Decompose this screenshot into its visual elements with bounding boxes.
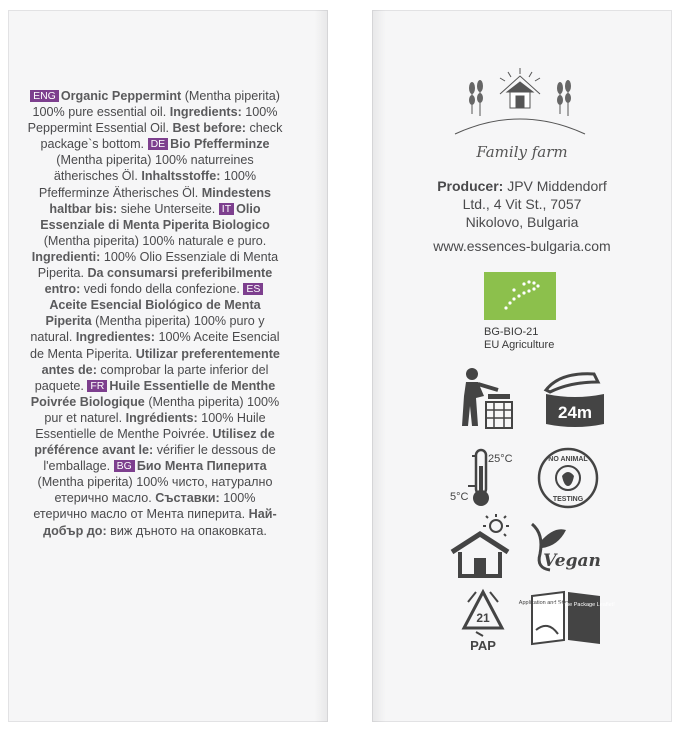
leaflet-left-label: Application and Storage	[518, 600, 578, 606]
language-tag-eng: ENG	[30, 90, 59, 102]
language-tag-fr: FR	[87, 380, 107, 392]
label-text-run: 100% Pfefferminze Ätherisches Öl.	[38, 169, 257, 200]
language-tag-bg: BG	[114, 460, 135, 472]
leaflet-right-label: See the Package Leaflet!	[553, 602, 615, 608]
label-bold-text: Huile Essentielle de Menthe Poivrée Biologique	[30, 378, 276, 409]
label-bold-text: Най-добър до:	[43, 507, 277, 538]
no-animal-bottom-label: TESTING	[552, 496, 584, 503]
address-line-1: Ltd., 4 Vit St., 7057	[462, 196, 582, 212]
label-text-run: (Mentha piperita) 100% naturreines ätherisches Öl.	[53, 153, 254, 184]
label-bold-text: Ingredienti:	[31, 249, 101, 264]
label-bold-text: Bio Pfefferminze	[170, 137, 270, 152]
website-url: www.essences-bulgaria.com	[433, 238, 611, 254]
eu-bio-code	[484, 326, 554, 352]
temperature-range-icon	[448, 446, 516, 510]
label-text-run: 100% Aceite Esencial de Menta Piperita.	[30, 330, 280, 361]
see-leaflet-icon	[518, 590, 615, 648]
label-bold-text: Aceite Esencial Biológico de Menta Piperita	[45, 298, 261, 329]
pao-label: 24m	[557, 403, 593, 422]
producer-name: JPV Middendorf	[507, 178, 607, 194]
producer-info	[372, 177, 672, 231]
language-tag-de: DE	[148, 138, 169, 150]
label-bold-text: Utilisez de préférence avant le:	[34, 426, 275, 458]
label-text-run: (Mentha piperita) 100% чисто, натурално етерично масло.	[37, 475, 273, 506]
brand-name: Family farm	[476, 143, 568, 161]
bio-code-number: BG-BIO-21	[484, 326, 539, 338]
store-away-from-sun-icon	[450, 514, 516, 578]
label-text-run: 100% Huile Essentielle de Menthe Poivrée.	[35, 410, 266, 441]
tidy-man-disposal-icon	[458, 366, 520, 432]
vegan-icon	[526, 520, 602, 576]
label-bold-text: Utilizar preferentemente antes de:	[41, 346, 280, 377]
label-text-run: siehe Unterseite.	[117, 201, 219, 216]
temp-min-label: 5°C	[450, 491, 469, 503]
period-after-opening-icon	[540, 368, 610, 430]
label-bold-text: Ingrédients:	[125, 410, 198, 425]
no-animal-top-label: NO ANIMAL	[548, 456, 588, 463]
temp-max-label: 25°C	[488, 453, 513, 465]
no-animal-testing-icon	[536, 446, 600, 510]
bio-code-text: EU Agriculture	[484, 339, 555, 351]
eu-organic-leaf-icon	[484, 272, 556, 320]
label-text-run: (Mentha piperita) 100% naturale e puro.	[43, 233, 267, 248]
recycle-text-label: PAP	[470, 638, 496, 653]
label-text-run: check package`s bottom.	[40, 121, 283, 152]
multilingual-label-text	[26, 88, 284, 539]
label-bold-text: Inhaltsstoffe:	[141, 169, 221, 184]
label-text-run: виж дъното на опаковката.	[106, 523, 267, 538]
label-text-run: (Mentha piperita) 100% puro y natural.	[30, 314, 265, 345]
label-bold-text: Best before:	[172, 121, 246, 136]
label-bold-text: Da consumarsi preferibilmente entro:	[44, 266, 273, 297]
label-text-run: (Mentha piperita) 100% pure essential oil.	[32, 89, 280, 120]
producer-label: Producer:	[437, 178, 504, 194]
label-bold-text: Ingredients:	[169, 105, 242, 120]
label-bold-text: Ingredientes:	[75, 330, 155, 345]
label-text-run: 100% Peppermint Essential Oil.	[27, 105, 278, 136]
address-line-2: Nikolovo, Bulgaria	[465, 214, 579, 230]
label-text-run: (Mentha piperita) 100% pur et naturel.	[44, 394, 280, 425]
label-text-run: 100% етерично масло от Мента пиперита.	[33, 491, 256, 522]
recycling-pap-icon	[456, 588, 510, 654]
vegan-label: Vegan	[543, 551, 601, 571]
label-bold-text: Био Мента Пиперита	[136, 459, 267, 474]
language-tag-it: IT	[219, 203, 234, 215]
label-bold-text: Olio Essenziale di Menta Piperita Biologico	[40, 201, 270, 232]
label-bold-text: Organic Peppermint	[60, 89, 182, 103]
label-text-run: comprobar la parte inferior del paquete.	[34, 362, 269, 393]
label-bold-text: Mindestens haltbar bis:	[49, 185, 272, 216]
label-bold-text: Съставки:	[155, 491, 220, 506]
language-tag-es: ES	[243, 283, 263, 295]
label-text-run: vedi fondo della confezione.	[80, 282, 244, 297]
recycle-code-label: 21	[476, 611, 490, 625]
label-text-run: 100% Olio Essenziale di Menta Piperita.	[37, 249, 279, 281]
label-text-run: vérifier le dessous de l'emballage.	[43, 443, 276, 474]
